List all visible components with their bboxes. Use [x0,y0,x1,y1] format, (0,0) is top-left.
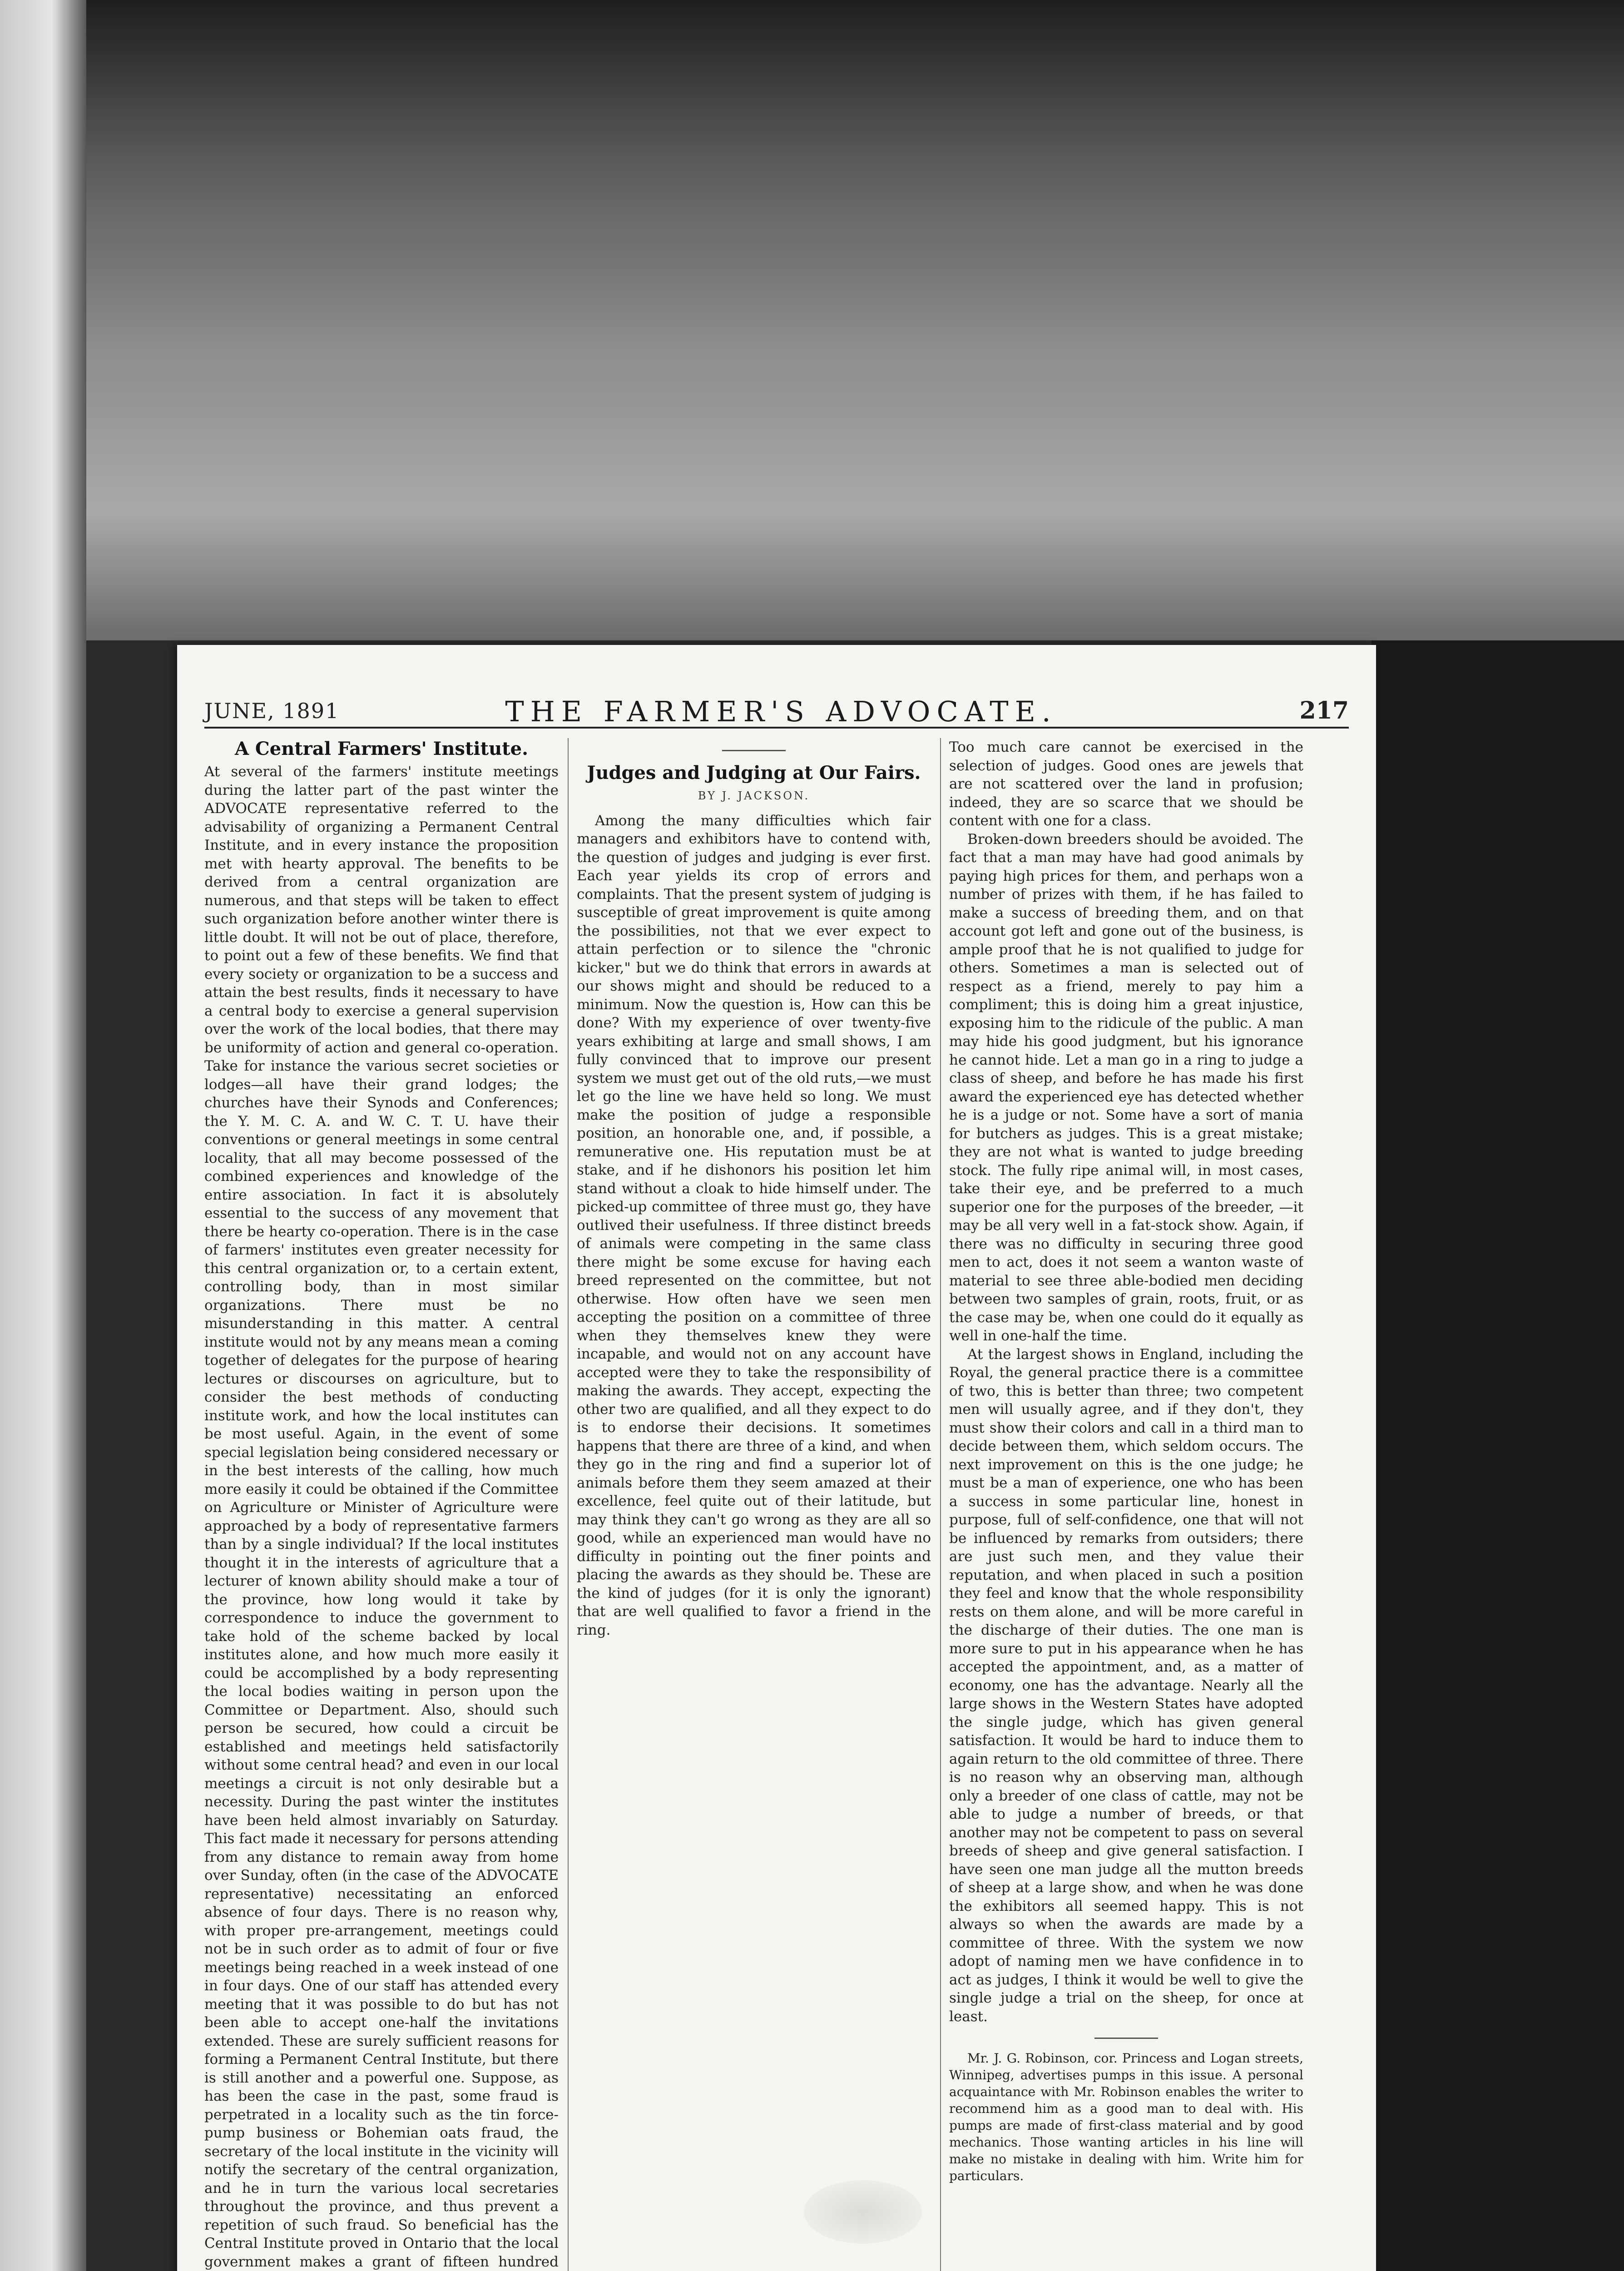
column-rule [568,738,569,2271]
article-body: Too much care cannot be exercised in the selection of judges. Good ones are jewels that are not scattered over the land in profusion; indeed, they are so scarce that we should be content with one for a class. [949,739,1303,829]
article-byline: BY J. JACKSON. [698,789,810,802]
column-2 [577,738,931,2271]
article-headline: Judges and Judging at Our Fairs. [587,762,921,783]
page-number: 217 [1299,697,1349,724]
page-header [204,695,1349,729]
issue-date: JUNE, 1891 [204,699,340,723]
article-body: At several of the farmers' institute meetings during the latter part of the past winter the ADVOCATE representative referred to the advisability of organizing a Permanent Central Institute, and in every instance the proposition met with hearty approval. The benefits to be derived from a central organization are numerous, and that steps will be taken to effect such organization before another winter there is little doubt. It will not be out of place, therefore, to point out a few of these benefits. We find that every society or organization to be a success and attain the best results, finds it necessary to have a central body to exercise a general supervision over the work of the local bodies, that there may be uniformity of action and general co-operation. Take for instance the various secret societies or lodges—all have their grand lodges; the churches have their Synods and Conferences; the Y. M. C. A. and W. C. T. U. have their conventions or general meetings in some central locality, that all may become possessed of the combined experiences and knowledge of the entire association. In fact it is absolutely essential to the success of any movement that there be hearty co-operation. There is in the case of farmers' institutes even greater necessity for this central organization or, to a certain extent, controlling body, than in most similar organizations. There must be no misunderstanding in this matter. A central institute would not by any means mean a coming together of delegates for the purpose of hearing lectures or discourses on agriculture, but to consider the best methods of conducting institute work, and how the local institutes can be most useful. Again, in the event of some special legislation being considered necessary or in the best interests of the calling, how much more easily it could be obtained if the Committee on Agriculture or Minister of Agriculture were approached by a body of representative farmers than by a single individual? If the local institutes thought it in the interests of agriculture that a lecturer of known ability should make a tour of the province, how long would it take by correspondence to induce the government to take hold of the scheme backed by local institutes alone, and how much more easily it could be accomplished by a body representing the local bodies waiting in person upon the Committee or Department. Also, should such person be secured, how could a circuit be established and meetings held satisfactorily without some central head? and even in our local meetings a circuit is not only desirable but a necessity. During the past winter the institutes have been held almost invariably on Saturday. This fact made it necessary for persons attending from any distance to remain away from home over Sunday, often (in the case of the ADVOCATE representative) necessitating an enforced absence of four days. There is no reason why, with proper pre-arrangement, meetings could not be in such order as to admit of four or five meetings being reached in a week instead of one in four days. One of our staff has attended every meeting that it was possible to do but has not been able to accept one-half the invitations extended. These are surely sufficient reasons for forming a Permanent Central Institute, but there is still another and a powerful one. Suppose, as has been the case in the past, some fraud is perpetrated in a locality such as the tin force-pump business or Bohemian oats fraud, the secretary of the local institute in the vicinity will notify the secretary of the central organization, and he in turn the various local secretaries throughout the province, and thus prevent a repetition of such fraud. So beneficial has the Central Institute proved in Ontario that the local government makes a grant of fifteen hundred [204,764,559,2270]
column-1 [204,738,559,2271]
article-body: Broken-down breeders should be avoided. The fact that a man may have had good animals by paying high prices for them, and perhaps won a number of prizes with them, if he has failed to make a success of breeding them, and on that account got left and gone out of the business, is ample proof that he is not qualified to judge for others. Sometimes a man is selected out of respect as a friend, merely to pay him a compliment; this is doing him a great injustice, exposing him to the ridicule of the public. A man may hide his good judgment, but his ignorance he cannot hide. Let a man go in a ring to judge a class of sheep, and before he has made his first award the experienced eye has detected whether he is a judge or not. Some have a sort of mania for butchers as judges. This is a great mistake; they are not what is wanted to judge breeding stock. The fully ripe animal will, in most cases, take their eye, and be preferred to a much superior one for the purposes of the breeder, —it may be all very well in a fat-stock show. Again, if there was no difficulty in securing three good men to act, does it not seem a wanton waste of material to see three able-bodied men deciding between two samples of grain, roots, fruit, or as the case may be, when one could do it equally as well in one-half the time. [949,831,1303,1344]
column-rule [940,738,941,2271]
publication-title: THE FARMER'S ADVOCATE. [505,695,1057,728]
scan-background-top [0,0,1624,640]
article-headline: A Central Farmers' Institute. [234,738,529,759]
column-3 [949,738,1303,2271]
newspaper-page [177,645,1376,2271]
scan-left-edge [0,0,86,2271]
advertisement-notice: Mr. J. G. Robinson, cor. Princess and Logan streets, Winnipeg, advertises pumps in this issue. A personal acquaintance with Mr. Robinson enables the writer to recommend him as a good man to deal with. His pumps are made of first-class material and by good mechanics. Those wanting articles in his line will make no mistake in dealing with him. Write him for particulars. [949,2051,1303,2183]
article-body: At the largest shows in England, including the Royal, the general practice there is a committee of two, this is better than three; two competent men will usually agree, and if they don't, they must show their colors and call in a third man to decide between them, which seldom occurs. The next improvement on this is the one judge; he must be a man of experience, one who has been a success in some particular line, honest in purpose, full of self-confidence, one that will not be influenced by remarks from outsiders; there are just such men, and they value their reputation, and when placed in such a position they feel and know that the whole responsibility rests on them alone, and will be more careful in the discharge of their duties. The one man is more sure to put in his appearance when he has accepted the appointment, and, as a matter of economy, one has the advantage. Nearly all the large shows in the Western States have adopted the single judge, which has given general satisfaction. It would be hard to induce them to again return to the old committee of three. There is no reason why an observing man, although only a breeder of one class of cattle, may not be able to judge a number of breeds, or that another may not be competent to pass on several breeds of sheep and give general satisfaction. I have seen one man judge all the mutton breeds of sheep at a large show, and when he was done the exhibitors all seemed happy. This is not always so when the awards are made by a committee of three. With the system we now adopt of naming men we have confidence in to act as judges, I think it would be well to give the single judge a trial on the sheep, for once at least. [949,1346,1303,2025]
section-separator [1094,2038,1158,2039]
paper-stain [804,2180,922,2244]
scan-background-right [1371,640,1624,2271]
section-separator [722,750,786,751]
article-body: Among the many difficulties which fair managers and exhibitors have to contend with, the question of judges and judging is ever first. Each year yields its crop of errors and complaints. That the present system of judging is susceptible of great improvement is quite among the possibilities, not that we ever expect to attain perfection or to silence the "chronic kicker," but we do think that errors in awards at our shows might and should be reduced to a minimum. Now the question is, How can this be done? With my experience of over twenty-five years exhibiting at large and small shows, I am fully convinced that to improve our present system we must get out of the old ruts,—we must let go the line we have held so long. We must make the position of judge a responsible position, an honorable one, and, if possible, a remunerative one. His reputation must be at stake, and if he dishonors his position let him stand without a cloak to hide himself under. The picked-up committee of three must go, they have outlived their usefulness. If three distinct breeds of animals were competing in the same class there might be some excuse for having each breed represented on the committee, but not otherwise. How often have we seen men accepting the position on a committee of three when they themselves knew they were incapable, and would not on any account have accepted were they to take the responsibility of making the awards. They accept, expecting the other two are qualified, and all they expect to do is to endorse their decisions. It sometimes happens that there are three of a kind, and when they go in the ring and find a superior lot of animals before them they seem amazed at their excellence, feel quite out of their latitude, but may think they can't go wrong as they are all so good, while an experienced man would have no difficulty in pointing out the finer points and placing the awards as they should be. These are the kind of judges (for it is only the ignorant) that are well qualified to favor a friend in the ring. [577,812,931,1638]
